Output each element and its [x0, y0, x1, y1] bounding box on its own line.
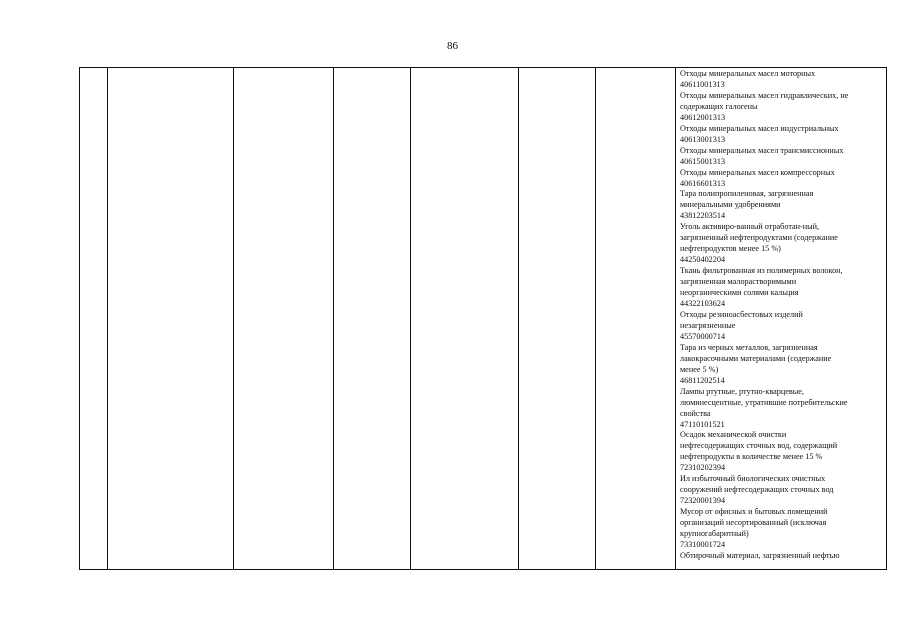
waste-name: Отходы резиноасбестовых изделий: [680, 309, 803, 319]
waste-name: Отходы минеральных масел трансмиссионных: [680, 145, 844, 155]
waste-list-cell: [676, 68, 887, 570]
waste-name: Отходы минеральных масел компрессорных: [680, 167, 835, 177]
waste-name: Мусор от офисных и бытовых помещений: [680, 507, 828, 517]
table-cell-col-1: [80, 68, 108, 570]
waste-code: 40611001313: [680, 79, 725, 89]
waste-name: Ил избыточный биологических очистных: [680, 474, 826, 484]
waste-code: 40616601313: [680, 178, 726, 188]
waste-name-cont: неорганическими солями кальция: [680, 288, 799, 298]
waste-name-cont: люминесцентные, утратившие потребительские: [680, 397, 848, 407]
table-cell-col-7: [596, 68, 676, 570]
waste-name-cont: содержащих галогены: [680, 101, 758, 111]
waste-code: 47110101521: [680, 419, 725, 429]
table-cell-col-2: [108, 68, 234, 570]
waste-name: Тара из черных металлов, загрязненная: [680, 342, 818, 352]
waste-code: 44250402204: [680, 255, 726, 265]
waste-code: 72320001394: [680, 496, 726, 506]
table-row: [80, 68, 887, 570]
waste-code: 40615001313: [680, 156, 726, 166]
waste-code: 72310202394: [680, 463, 726, 473]
waste-name-cont: сооружений нефтесодержащих сточных вод: [680, 485, 834, 495]
waste-name: Лампы ртутные, ртутно-кварцевые,: [680, 386, 804, 396]
waste-name: Уголь активиро-ванный отработан-ный,: [680, 222, 820, 232]
waste-code: 44322103624: [680, 299, 726, 309]
waste-table: [79, 67, 887, 570]
waste-name-cont: незагрязненные: [680, 320, 736, 330]
waste-name-cont: нефтепродуктов менее 15 %): [680, 244, 781, 254]
waste-code: 40612001313: [680, 112, 726, 122]
waste-name-cont: загрязненная малорастворимыми: [680, 277, 797, 287]
waste-name: Обтирочный материал, загрязненный нефтью: [680, 550, 840, 560]
table-cell-col-3: [234, 68, 334, 570]
page-number: 86: [447, 40, 458, 52]
waste-code: 73310001724: [680, 539, 726, 549]
waste-code: 46811202514: [680, 375, 725, 385]
table-cell-col-6: [519, 68, 596, 570]
waste-name: Отходы минеральных масел индустриальных: [680, 123, 839, 133]
waste-name-cont: свойства: [680, 408, 711, 418]
waste-code: 40613001313: [680, 134, 726, 144]
waste-name-cont: крупногабаритный): [680, 529, 749, 539]
waste-code: 45570000714: [680, 331, 726, 341]
waste-name: Ткань фильтрованная из полимерных волокон,: [680, 266, 843, 276]
waste-name: Осадок механической очистки: [680, 430, 787, 440]
waste-name-cont: лакокрасочными материалами (содержание: [680, 353, 832, 363]
waste-name-cont: нефтесодержащих сточных вод, содержащий: [680, 441, 838, 451]
waste-code: 43812203514: [680, 211, 726, 221]
waste-name: Отходы минеральных масел моторных: [680, 69, 816, 78]
waste-name-cont: нефтепродукты в количестве менее 15 %: [680, 452, 823, 462]
waste-name-cont: менее 5 %): [680, 364, 719, 374]
table-cell-col-5: [411, 68, 519, 570]
table-cell-col-4: [334, 68, 411, 570]
waste-name-cont: загрязненный нефтепродуктами (содержание: [680, 233, 838, 243]
waste-name: Тара полипропиленовая, загрязненная: [680, 189, 814, 199]
waste-name-cont: минеральными удобрениями: [680, 200, 781, 210]
waste-name-cont: организаций несортированный (исключая: [680, 518, 827, 528]
waste-name: Отходы минеральных масел гидравлических, не: [680, 90, 849, 100]
